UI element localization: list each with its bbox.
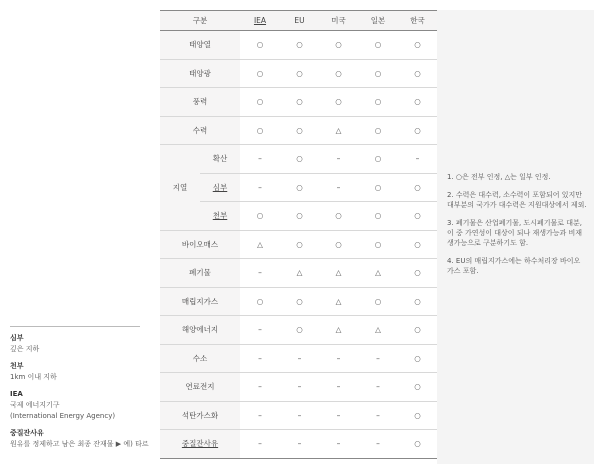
mark-iea: – xyxy=(240,373,280,402)
row-label: 수소 xyxy=(160,344,240,373)
mark-eu: △ xyxy=(280,259,319,288)
mark-eu: ○ xyxy=(280,173,319,202)
mark-korea: – xyxy=(398,145,437,174)
note-4: 4. EU의 매립지가스에는 하수처리장 바이오가스 포함. xyxy=(447,257,581,275)
mark-japan: – xyxy=(358,401,398,430)
mark-iea: ○ xyxy=(240,116,280,145)
mark-korea: ○ xyxy=(398,88,437,117)
row-label: 중질잔사유 xyxy=(160,430,240,459)
note-1: 1. ○은 전부 인정, △는 일부 인정. xyxy=(447,173,551,181)
header-japan: 일본 xyxy=(358,11,398,31)
mark-iea: – xyxy=(240,344,280,373)
table-row xyxy=(160,316,437,345)
mark-eu: ○ xyxy=(280,145,319,174)
mark-eu: ○ xyxy=(280,116,319,145)
renewable-energy-comparison-table xyxy=(160,10,437,459)
row-label: 해양에너지 xyxy=(160,316,240,345)
mark-iea: ○ xyxy=(240,31,280,60)
mark-usa: – xyxy=(319,173,358,202)
mark-usa: △ xyxy=(319,316,358,345)
row-label: 태양광 xyxy=(160,59,240,88)
header-category: 구분 xyxy=(160,11,240,31)
table-row xyxy=(160,344,437,373)
header-iea: IEA xyxy=(240,11,280,31)
mark-japan: ○ xyxy=(358,173,398,202)
note-3: 3. 폐기물은 산업폐기물, 도시폐기물로 대분, 이 중 가연성이 대상이 되나 재생가능과 비재생가능으로 구분하기도 함. xyxy=(447,219,583,247)
glossary-term: 중질잔사유 xyxy=(10,429,44,437)
mark-iea: ○ xyxy=(240,59,280,88)
mark-usa: ○ xyxy=(319,230,358,259)
mark-japan: ○ xyxy=(358,116,398,145)
row-label: 풍력 xyxy=(160,88,240,117)
mark-eu: – xyxy=(280,430,319,459)
row-label: 바이오매스 xyxy=(160,230,240,259)
glossary-term: 심부 xyxy=(10,334,24,342)
table-row xyxy=(160,259,437,288)
table-row xyxy=(160,31,437,60)
row-label: 연료전지 xyxy=(160,373,240,402)
mark-korea: ○ xyxy=(398,31,437,60)
table-row xyxy=(160,116,437,145)
mark-eu: ○ xyxy=(280,31,319,60)
mark-iea: ○ xyxy=(240,287,280,316)
header-korea: 한국 xyxy=(398,11,437,31)
glossary-definition: 국제 에너지기구 xyxy=(10,401,60,409)
mark-korea: ○ xyxy=(398,373,437,402)
table-row xyxy=(160,145,437,174)
glossary xyxy=(10,326,149,450)
row-label: 천부 xyxy=(200,202,240,231)
row-label: 석탄가스화 xyxy=(160,401,240,430)
row-label: 심부 xyxy=(200,173,240,202)
mark-korea: ○ xyxy=(398,259,437,288)
row-label: 태양열 xyxy=(160,31,240,60)
mark-iea: – xyxy=(240,173,280,202)
mark-japan: ○ xyxy=(358,145,398,174)
mark-usa: ○ xyxy=(319,31,358,60)
row-label: 폐기물 xyxy=(160,259,240,288)
glossary-definition: 깊은 지하 xyxy=(10,345,40,353)
mark-korea: ○ xyxy=(398,401,437,430)
row-label: 수력 xyxy=(160,116,240,145)
row-label: 확산 xyxy=(200,145,240,174)
mark-japan: ○ xyxy=(358,31,398,60)
mark-japan: – xyxy=(358,344,398,373)
mark-japan: ○ xyxy=(358,202,398,231)
table-row xyxy=(160,373,437,402)
glossary-definition-extra: (International Energy Agency) xyxy=(10,412,116,420)
mark-usa: – xyxy=(319,145,358,174)
mark-eu: ○ xyxy=(280,316,319,345)
mark-usa: △ xyxy=(319,116,358,145)
glossary-definition: 원유를 정제하고 남은 최종 잔재물 ▶ 예) 타르 xyxy=(10,440,149,448)
mark-iea: – xyxy=(240,430,280,459)
mark-korea: ○ xyxy=(398,316,437,345)
mark-eu: ○ xyxy=(280,202,319,231)
row-group-label: 지열 xyxy=(160,145,200,231)
mark-iea: △ xyxy=(240,230,280,259)
table-row xyxy=(160,401,437,430)
mark-iea: – xyxy=(240,259,280,288)
glossary-definition: 1km 이내 지하 xyxy=(10,373,57,381)
glossary-term: IEA xyxy=(10,390,23,398)
mark-usa: – xyxy=(319,344,358,373)
mark-japan: – xyxy=(358,430,398,459)
glossary-term: 천부 xyxy=(10,362,24,370)
mark-japan: ○ xyxy=(358,287,398,316)
table-row xyxy=(160,202,437,231)
notes-panel xyxy=(437,10,594,464)
mark-iea: – xyxy=(240,401,280,430)
mark-iea: ○ xyxy=(240,88,280,117)
row-label: 매립지가스 xyxy=(160,287,240,316)
mark-japan: △ xyxy=(358,259,398,288)
mark-usa: – xyxy=(319,430,358,459)
table-row xyxy=(160,88,437,117)
mark-eu: – xyxy=(280,373,319,402)
mark-japan: ○ xyxy=(358,230,398,259)
mark-eu: ○ xyxy=(280,287,319,316)
mark-korea: ○ xyxy=(398,116,437,145)
mark-korea: ○ xyxy=(398,430,437,459)
mark-eu: ○ xyxy=(280,88,319,117)
mark-usa: – xyxy=(319,373,358,402)
header-usa: 미국 xyxy=(319,11,358,31)
mark-korea: ○ xyxy=(398,173,437,202)
table-row xyxy=(160,59,437,88)
header-eu: EU xyxy=(280,11,319,31)
mark-korea: ○ xyxy=(398,344,437,373)
mark-korea: ○ xyxy=(398,202,437,231)
mark-iea: – xyxy=(240,316,280,345)
mark-japan: ○ xyxy=(358,88,398,117)
mark-korea: ○ xyxy=(398,230,437,259)
mark-usa: ○ xyxy=(319,88,358,117)
note-2: 2. 수력은 대수력, 소수력이 포함되어 있지만 대부분의 국가가 대수력은 지원대상에서 제외. xyxy=(447,191,587,209)
mark-korea: ○ xyxy=(398,287,437,316)
mark-japan: △ xyxy=(358,316,398,345)
mark-iea: – xyxy=(240,145,280,174)
mark-usa: ○ xyxy=(319,59,358,88)
mark-usa: ○ xyxy=(319,202,358,231)
table-row xyxy=(160,287,437,316)
mark-eu: – xyxy=(280,401,319,430)
mark-eu: ○ xyxy=(280,59,319,88)
mark-eu: ○ xyxy=(280,230,319,259)
mark-eu: – xyxy=(280,344,319,373)
mark-usa: △ xyxy=(319,287,358,316)
table-row xyxy=(160,173,437,202)
mark-usa: – xyxy=(319,401,358,430)
mark-iea: ○ xyxy=(240,202,280,231)
table-row xyxy=(160,430,437,459)
mark-japan: ○ xyxy=(358,59,398,88)
mark-korea: ○ xyxy=(398,59,437,88)
mark-japan: – xyxy=(358,373,398,402)
table-row xyxy=(160,230,437,259)
mark-usa: △ xyxy=(319,259,358,288)
notes xyxy=(447,172,587,284)
